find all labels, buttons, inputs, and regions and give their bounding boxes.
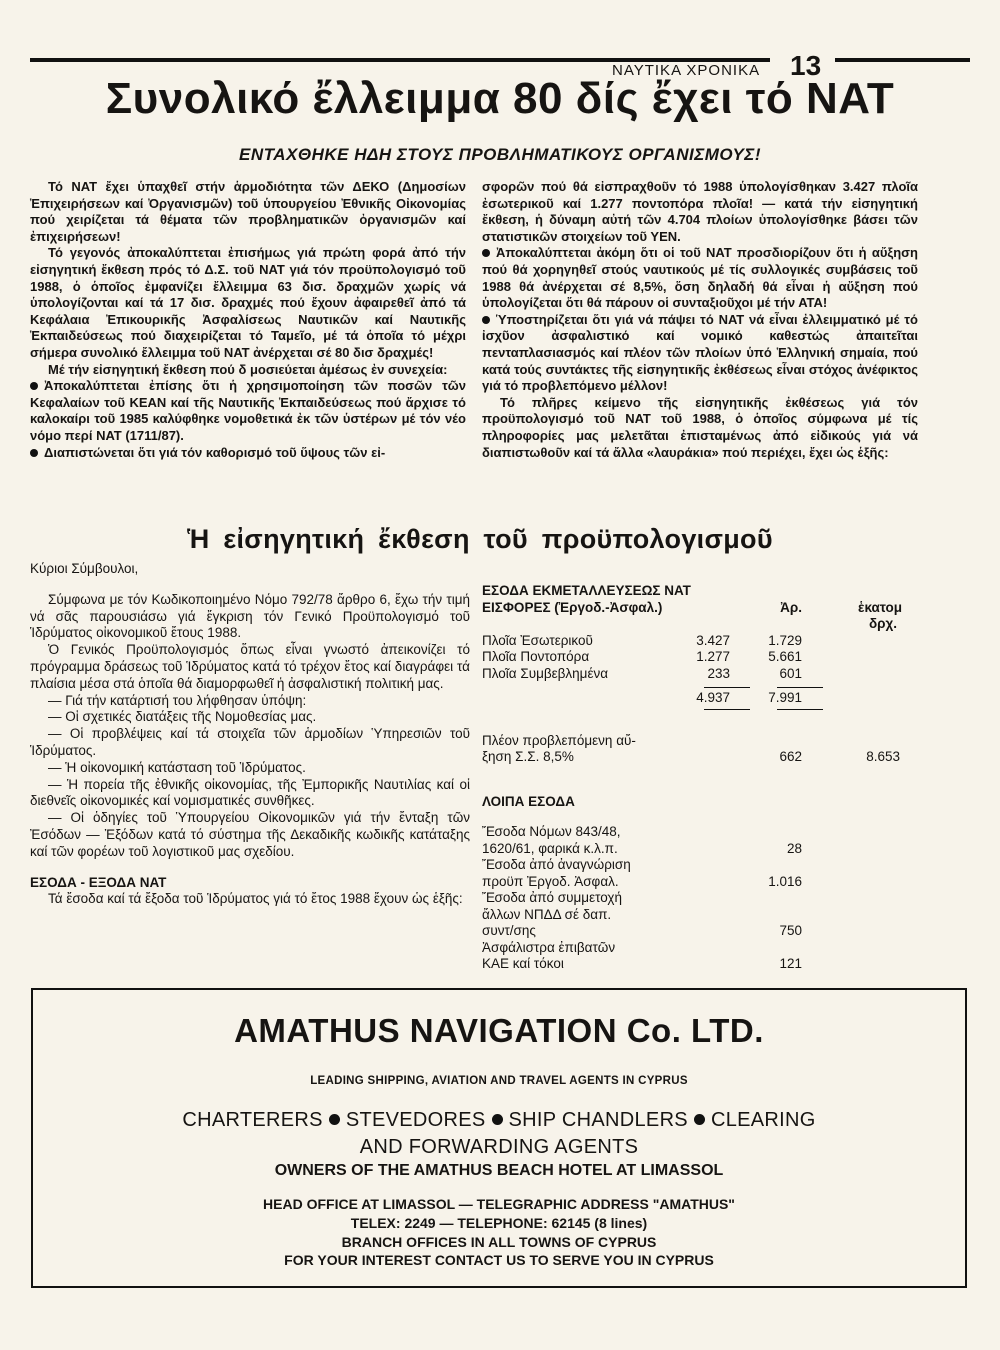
increase-label: ξηση Σ.Σ. 8,5% (482, 749, 574, 764)
column-header-drx: δρχ. (868, 616, 897, 631)
row-label: Πλοῖα Ἐσωτερικοῦ (482, 632, 593, 648)
increase-amount: 662 (779, 749, 802, 764)
row-label: Ἔσοδα ἀπό ἀναγνώριση (482, 857, 631, 872)
row-count: 3.427 (696, 632, 730, 648)
article-left-column (30, 179, 466, 461)
page-number: 13 (790, 50, 822, 81)
article-paragraph: Τό πλῆρες κείμενο τῆς εἰσηγητικῆς ἐκθέσεως γιά τόν προϋπολογισμό τοῦ ΝΑΤ τοῦ 1988, ὁ ὁποῖος σύμφωνα μέ τίς πληροφορίες μας μελετᾶται ἐπισταμένως ἀπό εἰδικούς γιά νά διαπιστωθοῦν καί τά ἄλλα «λαυράκια» πού περιέχει, ἔχει ὡς ἑξῆς: (482, 394, 918, 460)
table-header-row (482, 600, 952, 617)
ad-service: CHARTERERS (182, 1109, 323, 1131)
subheadline: ΕΝΤΑΧΘΗΚΕ ΗΔΗ ΣΤΟΥΣ ΠΡΟΒΛΗΜΑΤΙΚΟΥΣ ΟΡΓΑΝΙΣΜΟΥΣ! (239, 145, 761, 164)
article-paragraph: Τό ΝΑΤ ἔχει ὑπαχθεῖ στήν ἁρμοδιότητα τῶν ΔΕΚΟ (Δημοσίων Ἐπιχειρήσεων καί Ὀργανισμῶν) τοῦ ὑπουργείου Ἐθνικῆς Οἰκονομίας πού χειρίζεται τά θέματα τῶν προβληματικῶν ὀργανισμῶν καί ἐπιχειρήσεων! (30, 179, 466, 244)
ad-head-office: HEAD OFFICE AT LIMASSOL — TELEGRAPHIC ADDRESS "AMATHUS" (263, 1196, 735, 1212)
bullet-icon (329, 1114, 340, 1125)
report-paragraph: — Ἡ οἰκονομική κατάσταση τοῦ Ἱδρύματος. (48, 759, 306, 775)
report-paragraph: — Γιά τήν κατάρτισή του λήφθησαν ὑπόψη: (48, 692, 307, 708)
row-amount: 28 (786, 840, 802, 856)
report-paragraph: Ὁ Γενικός Προϋπολογισμός ὅπως εἶναι γνωστό ἀπεικονίζει τό πρόγραμμα δράσεως τοῦ Ἱδρύματος κατά τό τρέχον ἔτος καί διαγράφει τά πλαίσια μέσα στά ὁποῖα θά διαμορφωθεῖ ἡ ἀσφαλιστική πολιτική μας. (30, 642, 470, 691)
table-row (482, 841, 952, 858)
increase-row (482, 733, 952, 750)
running-title: ΝΑΥΤΙΚΑ ΧΡΟΝΙΚΑ (612, 62, 761, 79)
revenue-table (482, 583, 952, 973)
underline (704, 709, 750, 710)
ad-services-line2: AND FORWARDING AGENTS (359, 1136, 639, 1158)
row-label: Ἔσοδα ἀπό συμμετοχή (482, 890, 622, 905)
rule-row (482, 682, 952, 690)
ad-service: STEVEDORES (345, 1109, 486, 1131)
bullet-icon (482, 249, 490, 257)
table-row (482, 666, 952, 683)
report-text (30, 561, 470, 908)
ad-owners: OWNERS OF THE AMATHUS BEACH HOTEL AT LIMASSOL (274, 1162, 724, 1179)
article-bullet-paragraph (30, 445, 466, 462)
column-header-ekat: ἑκατομ (858, 599, 902, 615)
row-label: συντ/σης (482, 923, 536, 938)
table-row (482, 907, 952, 924)
header-rule-right (835, 58, 970, 62)
ad-branches: BRANCH OFFICES IN ALL TOWNS OF CYPRUS (341, 1234, 657, 1250)
subtotal-amount: 7.991 (768, 690, 802, 705)
ad-service: CLEARING (710, 1109, 816, 1131)
row-label: Ἀσφάλιστρα ἐπιβατῶν (482, 939, 616, 955)
subtotal-row (482, 690, 952, 707)
ad-telex: TELEX: 2249 — TELEPHONE: 62145 (8 lines) (350, 1215, 648, 1231)
table-row (482, 940, 952, 957)
rule-row (482, 707, 952, 715)
report-paragraph: Σύμφωνα με τόν Κωδικοποιημένο Νόμο 792/78 ἄρθρο 6, ἔχω τήν τιμή νά σᾶς παρουσιάσω γιά ἔγκριση τόν Γενικό Προϋπολογισμό τοῦ Ἱδρύματος οἰκονομικοῦ ἔτους 1988. (30, 591, 470, 641)
underline (777, 687, 823, 688)
other-revenue-heading: ΛΟΙΠΑ ΕΣΟΔΑ (482, 793, 575, 809)
row-label: 1620/61, φαρικά κ.λ.π. (482, 840, 618, 856)
article-paragraph: σφορῶν πού θά εἰσπραχθοῦν τό 1988 ὑπολογίσθηκαν 3.427 πλοῖα ἐσωτερικοῦ καί 1.277 ποντοπόρα πλοῖα! — κατά τήν εἰσηγητική ἔκθεση, ἡ δύναμη αὐτή τῶν 4.704 πλοίων ὑπολογίσθηκε βάσει τῶν στατιστικῶν στοιχείων τοῦ ΥΕΝ. (482, 179, 918, 244)
article-right-column (482, 179, 918, 461)
section-heading: ΕΣΟΔΑ - ΕΞΟΔΑ ΝΑΤ (30, 874, 167, 890)
headline: Συνολικό ἔλλειμμα 80 δίς ἔχει τό ΝΑΤ (105, 74, 895, 123)
row-label: Πλοῖα Ποντοπόρα (482, 649, 590, 664)
report-paragraph: — Οἱ προβλέψεις καί τά στοιχεῖα τῶν ἁρμοδίων Ὑπηρεσιῶν τοῦ Ἱδρύματος. (30, 726, 470, 758)
ad-contact: FOR YOUR INTEREST CONTACT US TO SERVE YOU IN CYPRUS (284, 1252, 714, 1268)
table-row (482, 649, 952, 666)
bullet-icon (30, 382, 38, 390)
increase-total: 8.653 (866, 749, 900, 764)
row-label: Ἔσοδα Νόμων 843/48, (482, 824, 621, 839)
underline (777, 709, 823, 710)
table-header-row (482, 616, 952, 633)
bullet-icon (30, 449, 38, 457)
section-text: Τά ἔσοδα καί τά ἔξοδα τοῦ Ἱδρύματος γιά τό ἔτος 1988 ἔχουν ὡς ἑξῆς: (48, 891, 463, 907)
bullet-icon (492, 1114, 503, 1125)
bullet-text: Ἀποκαλύπτεται ἀκόμη ὅτι οἱ τοῦ ΝΑΤ προσδιορίζουν ὅτι ἡ αὔξηση πού θά χορηγηθεῖ στούς ναυτικούς μέ τίς συλλογικές συμβάσεις τοῦ 1988 θά ἀνέρχεται σέ 8,5%, ὅση δηλαδή θά εἶναι ἡ αὔξηση πού ὑπολογίζεται ὅτι θά πάρουν οἱ συνταξιοῦχοι μέ τήν ΑΤΑ! (482, 245, 918, 311)
article-bullet-paragraph (482, 245, 918, 311)
row-label: προϋπ Ἐργοδ. Ἀσφαλ. (482, 873, 619, 889)
bullet-icon (482, 316, 490, 324)
row-count: 1.277 (696, 649, 730, 664)
table-row (482, 874, 952, 891)
row-count: 233 (707, 665, 730, 681)
table-row (482, 857, 952, 874)
table-row (482, 890, 952, 907)
underline (704, 687, 750, 688)
increase-label: Πλέον προβλεπόμενη αὔ- (482, 732, 636, 748)
table-row (482, 923, 952, 940)
article-bullet-paragraph (482, 312, 918, 395)
bullet-text: Ὑποστηρίζεται ὅτι γιά νά πάψει τό ΝΑΤ νά εἶναι ἐλλειμματικό μέ τό ἰσχῦον ἀσφαλιστικό καί νομικό καθεστώς ἀπαιτεῖται πενταπλασιασμός καί πλέον τῶν πλοίων ὑπό Ἑλληνική σημαία, πού κατά τούς συντάκτες τῆς εἰσηγητικῆς ἐκθέσεως εἶναι στόχος ἀνέφικτος γιά τό προβλεπόμενο μέλλον! (482, 311, 918, 394)
bullet-text: Ἀποκαλύπτεται ἐπίσης ὅτι ἡ χρησιμοποίηση τῶν ποσῶν τῶν Κεφαλαίων τοῦ ΚΕΑΝ καί τῆς Ναυτικῆς Ἐκπαιδεύσεως πού ἄρχισε τό καλοκαίρι τοῦ 1985 καλύφθηκε νομοθετικά ἐκ τῶν ὑστέρων μέ τόν νέο νόμο περί ΝΑΤ (1711/87). (30, 378, 466, 443)
subtotal-count: 4.937 (696, 690, 730, 705)
column-header-ar: Ἀρ. (780, 599, 802, 615)
report-title: Ἡ εἰσηγητική ἔκθεση τοῦ προϋπολογισμοῦ (187, 524, 773, 554)
ad-service: SHIP CHANDLERS (508, 1109, 688, 1131)
table-row (482, 824, 952, 841)
row-amount: 1.729 (768, 632, 802, 648)
article-bullet-paragraph (30, 378, 466, 444)
row-label: ἄλλων ΝΠΔΔ σέ δαπ. (482, 906, 612, 922)
report-paragraph: — Ἡ πορεία τῆς ἐθνικῆς οἰκονομίας, τῆς Ἐμπορικῆς Ναυτιλίας καί οἱ διεθνεῖς οἰκονομικές καί νομισματικές συνθῆκες. (30, 776, 470, 809)
bullet-icon (694, 1114, 705, 1125)
ad-tagline: LEADING SHIPPING, AVIATION AND TRAVEL AGENTS IN CYPRUS (310, 1075, 688, 1087)
bullet-text: Διαπιστώνεται ὅτι γιά τόν καθορισμό τοῦ ὕψους τῶν εἰ- (44, 444, 386, 460)
row-amount: 5.661 (768, 649, 802, 664)
salutation: Κύριοι Σύμβουλοι, (30, 561, 139, 576)
article-paragraph: Μέ τήν εἰσηγητική ἔκθεση πού δ μοσιεύεται ἀμέσως ἐν συνεχεία: (48, 361, 448, 377)
report-paragraph: — Οἱ σχετικές διατάξεις τῆς Νομοθεσίας μας. (48, 709, 317, 725)
report-paragraph: — Οἱ ὁδηγίες τοῦ Ὑπουργείου Οἰκονομικῶν γιά τήν ἔνταξη τῶν Ἐσόδων — Ἐξόδων κατά τό σύστημα τῆς Δεκαδικῆς κωδικῆς κατάταξης καί τῶν φορέων τοῦ λογιστικοῦ μας σχεδίου. (30, 810, 470, 859)
ad-company-name: AMATHUS NAVIGATION Co. LTD. (234, 1012, 764, 1049)
row-amount: 1.016 (768, 873, 802, 889)
ad-services (31, 1109, 967, 1132)
table-row (482, 956, 952, 973)
article-paragraph: Τό γεγονός ἀποκαλύπτεται ἐπισήμως γιά πρώτη φορά ἀπό τήν εἰσηγητική ἔκθεση πρός τό Δ.Σ. τοῦ ΝΑΤ γιά τόν προϋπολογισμό τοῦ 1988, ὁ ὁποῖος ἐμφανίζει ἔλλειμμα 63 δισ. δραχμῶν χωρίς νά ὑπολογίζονται καί τά 17 δισ. δραχμές πού ἔχουν ἀφαιρεθεῖ ἀπό τά Κεφάλαια Ἐπικουρικῆς Ἀσφαλίσεως Ναυτικῶν καί Ναυτικῆς Ἐκπαιδεύσεως πού διαχειρίζεται τό Ταμεῖο, μέ τά ὁποῖα τό μέχρι σήμερα συνολικό ἔλλειμμα τοῦ ΝΑΤ ἀνέρχεται σέ 80 δισ δραχμές! (30, 245, 466, 360)
row-amount: 601 (779, 665, 802, 681)
increase-row (482, 749, 952, 766)
table-row (482, 633, 952, 650)
row-amount: 121 (779, 956, 802, 971)
row-amount: 750 (779, 923, 802, 938)
table-subheading: ΕΙΣΦΟΡΕΣ (Ἐργοδ.-Ἀσφαλ.) (482, 599, 663, 615)
row-label: Πλοῖα Συμβεβλημένα (482, 665, 609, 681)
row-label: ΚΑΕ καί τόκοι (482, 956, 564, 971)
table-heading: ΕΣΟΔΑ ΕΚΜΕΤΑΛΛΕΥΣΕΩΣ ΝΑΤ (482, 583, 691, 598)
